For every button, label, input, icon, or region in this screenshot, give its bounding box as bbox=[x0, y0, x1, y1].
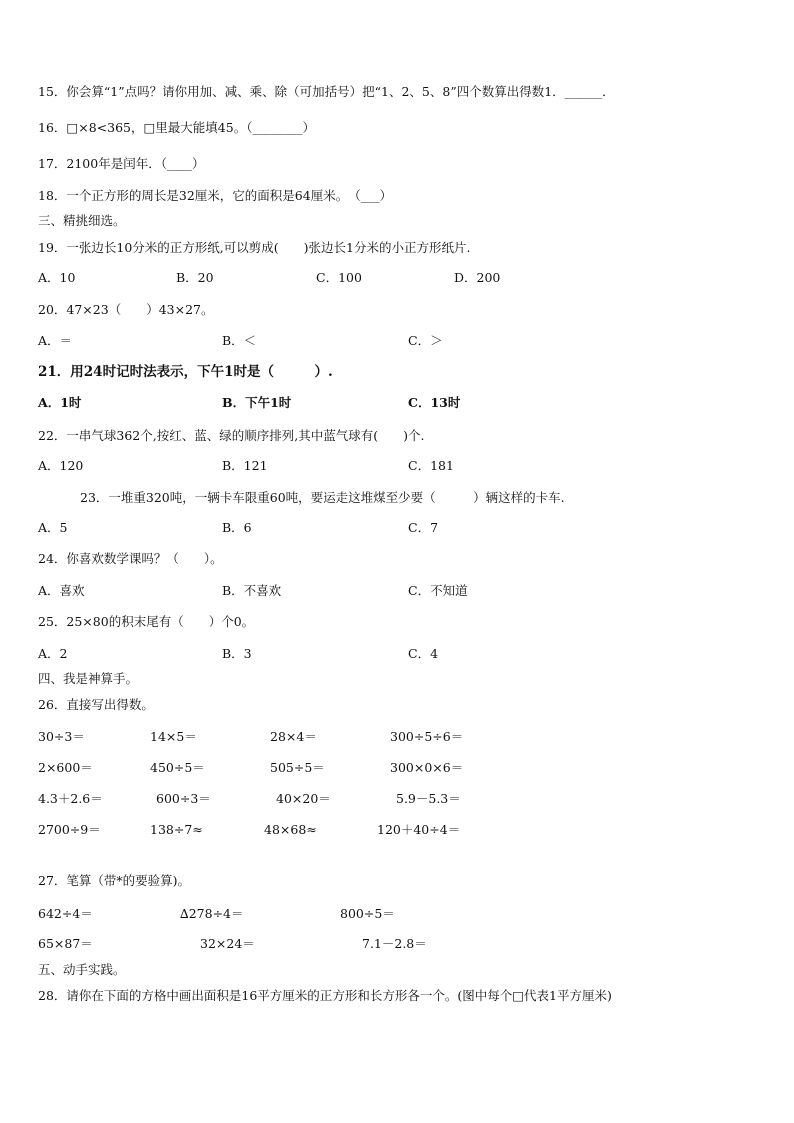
option-21-b: B．下午1时 bbox=[222, 395, 292, 410]
q26-item: 30÷3＝ bbox=[38, 729, 85, 744]
question-21: 21．用24时记时法表示，下午1时是（ ）. bbox=[38, 364, 333, 380]
q26-item: 14×5＝ bbox=[150, 729, 197, 744]
q26-item: 2×600＝ bbox=[38, 760, 93, 775]
option-19-a: A．10 bbox=[38, 270, 76, 285]
question-18: 18．一个正方形的周长是32厘米，它的面积是64厘米。 （___） bbox=[38, 188, 392, 203]
option-20-c: C．＞ bbox=[408, 333, 443, 348]
q26-item: 600÷3＝ bbox=[156, 791, 211, 806]
question-24: 24．你喜欢数学课吗？（ ）。 bbox=[38, 551, 223, 566]
q27-item: 65×87＝ bbox=[38, 936, 93, 951]
question-19: 19．一张边长10分米的正方形纸,可以剪成( )张边长1分米的小正方形纸片. bbox=[38, 240, 471, 255]
option-22-a: A．120 bbox=[38, 458, 84, 473]
option-25-b: B．3 bbox=[222, 646, 252, 661]
question-16: 16．□×8<365，□里最大能填45。（________） bbox=[38, 120, 315, 135]
section-5-heading: 五、动手实践。 bbox=[38, 962, 126, 977]
q26-item: 48×68≈ bbox=[264, 822, 317, 837]
section-3-heading: 三、精挑细选。 bbox=[38, 213, 126, 228]
q26-item: 138÷7≈ bbox=[150, 822, 203, 837]
q27-item: 642÷4＝ bbox=[38, 906, 93, 921]
option-24-b: B．不喜欢 bbox=[222, 583, 282, 598]
option-24-a: A．喜欢 bbox=[38, 583, 85, 598]
q26-item: 2700÷9＝ bbox=[38, 822, 101, 837]
q27-item: ∆278÷4＝ bbox=[180, 906, 244, 921]
q27-item: 800÷5＝ bbox=[340, 906, 395, 921]
question-26: 26．直接写出得数。 bbox=[38, 697, 154, 712]
option-23-c: C．7 bbox=[408, 520, 439, 535]
option-20-a: A．＝ bbox=[38, 333, 73, 348]
q26-item: 120＋40÷4＝ bbox=[377, 822, 461, 837]
option-24-c: C．不知道 bbox=[408, 583, 468, 598]
q26-item: 28×4＝ bbox=[270, 729, 317, 744]
q27-item: 32×24＝ bbox=[200, 936, 255, 951]
q26-item: 300÷5÷6＝ bbox=[390, 729, 464, 744]
question-15: 15．你会算“1”点吗？请你用加、减、乘、除（可加括号）把“1、2、5、8”四个数算出得数1．______． bbox=[38, 84, 615, 99]
q26-item: 40×20＝ bbox=[276, 791, 331, 806]
option-19-d: D．200 bbox=[454, 270, 501, 285]
q26-item: 450÷5＝ bbox=[150, 760, 205, 775]
section-4-heading: 四、我是神算手。 bbox=[38, 671, 139, 686]
question-17: 17．2100年是闰年．（____） bbox=[38, 156, 205, 171]
option-19-c: C．100 bbox=[316, 270, 362, 285]
option-21-c: C．13时 bbox=[408, 395, 461, 410]
option-22-b: B．121 bbox=[222, 458, 268, 473]
question-23: 23．一堆重320吨，一辆卡车限重60吨，要运走这堆煤至少要（ ）辆这样的卡车. bbox=[80, 490, 565, 505]
q26-item: 505÷5＝ bbox=[270, 760, 325, 775]
option-23-a: A．5 bbox=[38, 520, 68, 535]
question-25: 25．25×80的积末尾有（ ）个0。 bbox=[38, 614, 255, 629]
option-19-b: B．20 bbox=[176, 270, 214, 285]
q26-item: 300×0×6＝ bbox=[390, 760, 464, 775]
option-25-a: A．2 bbox=[38, 646, 68, 661]
question-28: 28．请你在下面的方格中画出面积是16平方厘米的正方形和长方形各一个。(图中每个□代表1平方厘米) bbox=[38, 988, 612, 1003]
question-20: 20．47×23（ ）43×27。 bbox=[38, 302, 214, 317]
option-22-c: C．181 bbox=[408, 458, 454, 473]
option-21-a: A．1时 bbox=[38, 395, 82, 410]
q26-item: 4.3＋2.6＝ bbox=[38, 791, 103, 806]
q27-item: 7.1－2.8＝ bbox=[362, 936, 427, 951]
question-27: 27．笔算（带*的要验算)。 bbox=[38, 873, 191, 888]
option-20-b: B．＜ bbox=[222, 333, 257, 348]
option-23-b: B．6 bbox=[222, 520, 252, 535]
option-25-c: C．4 bbox=[408, 646, 439, 661]
q26-item: 5.9－5.3＝ bbox=[396, 791, 461, 806]
question-22: 22．一串气球362个,按红、蓝、绿的顺序排列,其中蓝气球有( )个. bbox=[38, 428, 425, 443]
